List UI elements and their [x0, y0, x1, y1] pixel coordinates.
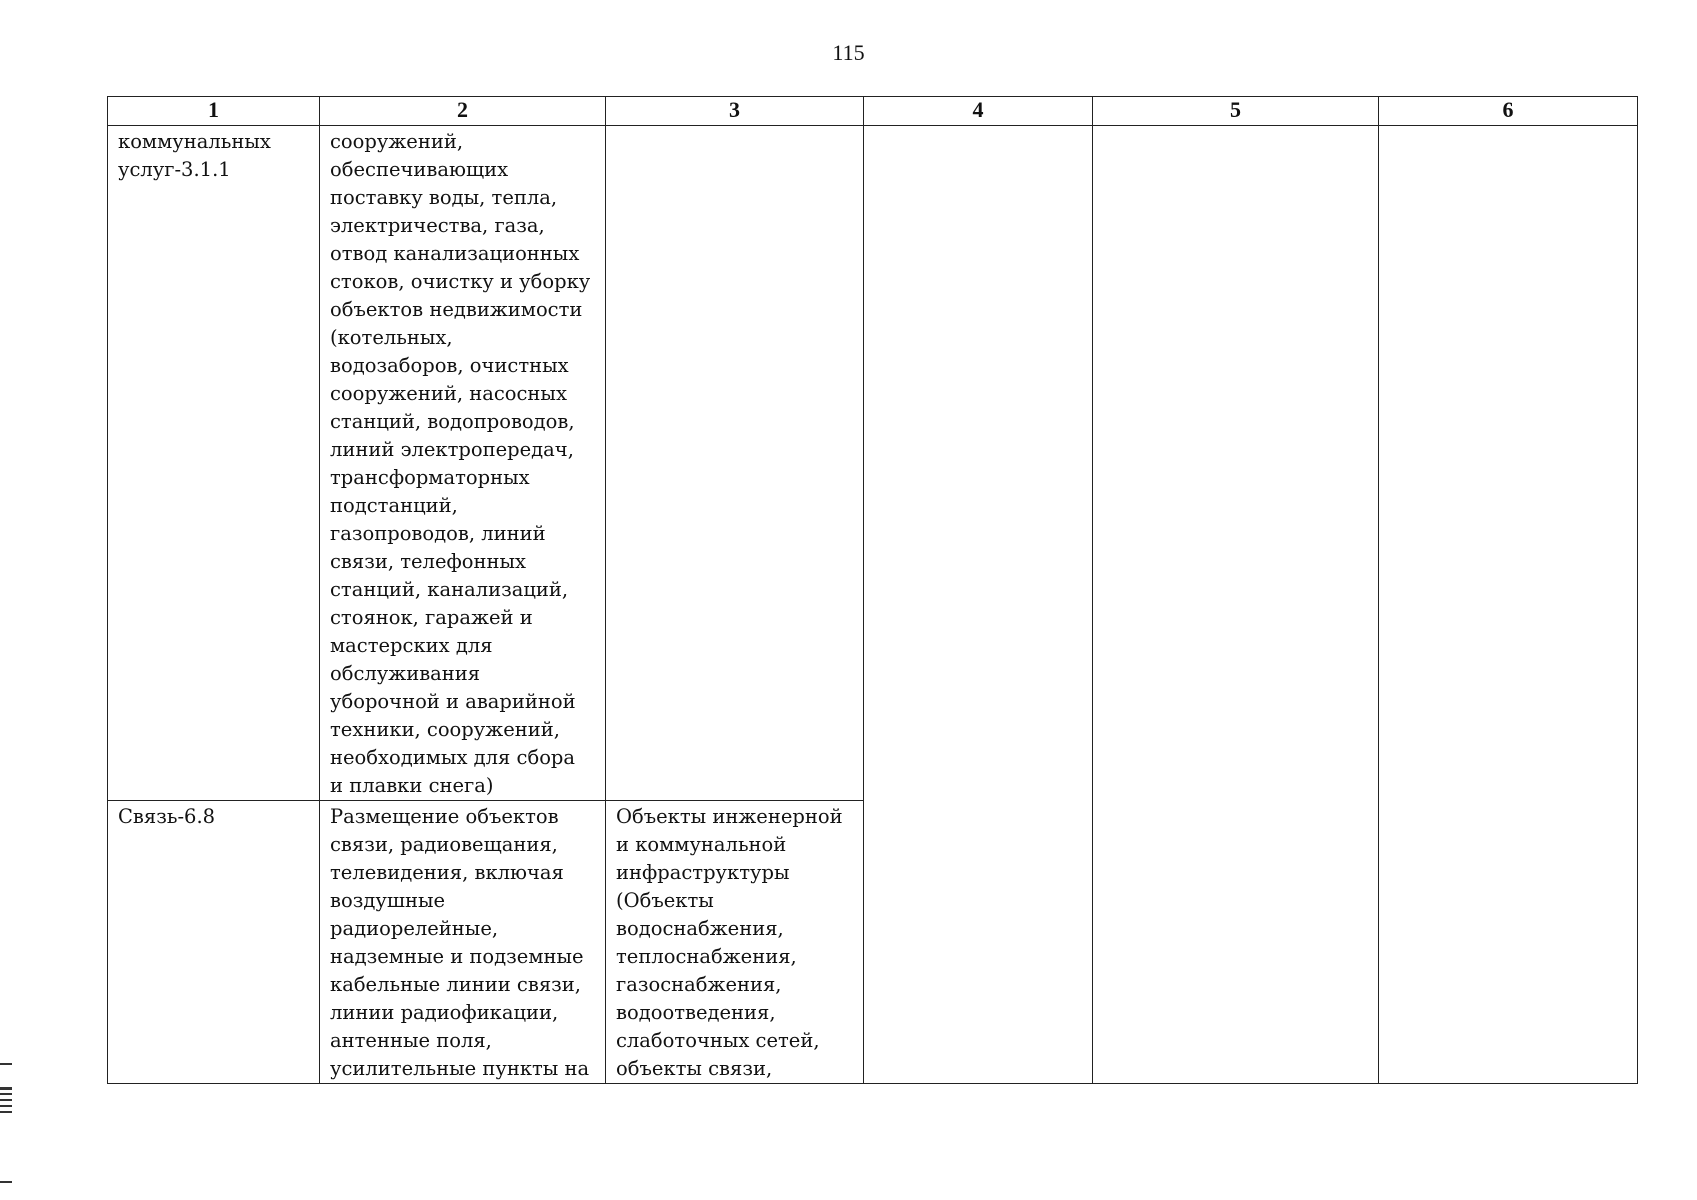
cell-objects — [606, 801, 864, 1084]
column-header-4: 4 — [864, 97, 1093, 126]
cell-column-4 — [864, 126, 1093, 1084]
table-row — [108, 126, 1638, 801]
cell-objects — [606, 126, 864, 801]
cell-use-description-text: сооружений, обеспечивающих поставку воды, тепла, электричества, газа, отвод канализационных стоков, очистку и уборку объектов недвижимости (котельных, водозаборов, очистных сооружений, насосных станций, водопроводов, линий электропередач, трансформаторных подстанций, газопроводов, линий связи, телефонных станций, канализаций, стоянок, гаражей и мастерских для обслуживания уборочной и аварийной техники, сооружений, необходимых для сбора и плавки снега) — [330, 130, 591, 797]
column-header-6: 6 — [1379, 97, 1638, 126]
cell-use-description — [320, 126, 606, 801]
cell-use-name-text: коммунальных услуг-3.1.1 — [118, 130, 271, 181]
cell-column-5 — [1093, 126, 1379, 1084]
regulations-table — [107, 96, 1638, 1084]
cell-objects-text — [606, 126, 863, 128]
cell-use-description-text: Размещение объектов связи, радиовещания, телевидения, включая воздушные радиорелейные, надземные и подземные кабельные линии связи, линии радиофикации, антенные поля, усилительные пункты на — [330, 805, 590, 1080]
cell-use-description — [320, 801, 606, 1084]
cell-objects-text: Объекты инженерной и коммунальной инфраструктуры (Объекты водоснабжения, теплоснабжения, газоснабжения, водоотведения, слаботочных сетей, объекты связи, — [616, 805, 843, 1080]
cell-use-name — [108, 801, 320, 1084]
scan-mark — [0, 1099, 12, 1101]
scan-mark — [0, 1105, 12, 1107]
table-header-row — [108, 97, 1638, 126]
cell-column-5-text — [1093, 126, 1378, 128]
cell-use-name — [108, 126, 320, 801]
scan-mark — [0, 1181, 12, 1183]
scan-mark — [0, 1093, 12, 1095]
column-header-1: 1 — [108, 97, 320, 126]
cell-use-name-text: Связь-6.8 — [118, 805, 216, 828]
column-header-5: 5 — [1093, 97, 1379, 126]
cell-column-4-text — [864, 126, 1092, 128]
scan-mark — [0, 1111, 12, 1113]
cell-column-6 — [1379, 126, 1638, 1084]
scan-mark — [0, 1087, 12, 1090]
cell-column-6-text — [1379, 126, 1637, 128]
scan-mark — [0, 1063, 12, 1065]
column-header-3: 3 — [606, 97, 864, 126]
column-header-2: 2 — [320, 97, 606, 126]
page-number: 115 — [832, 40, 865, 65]
